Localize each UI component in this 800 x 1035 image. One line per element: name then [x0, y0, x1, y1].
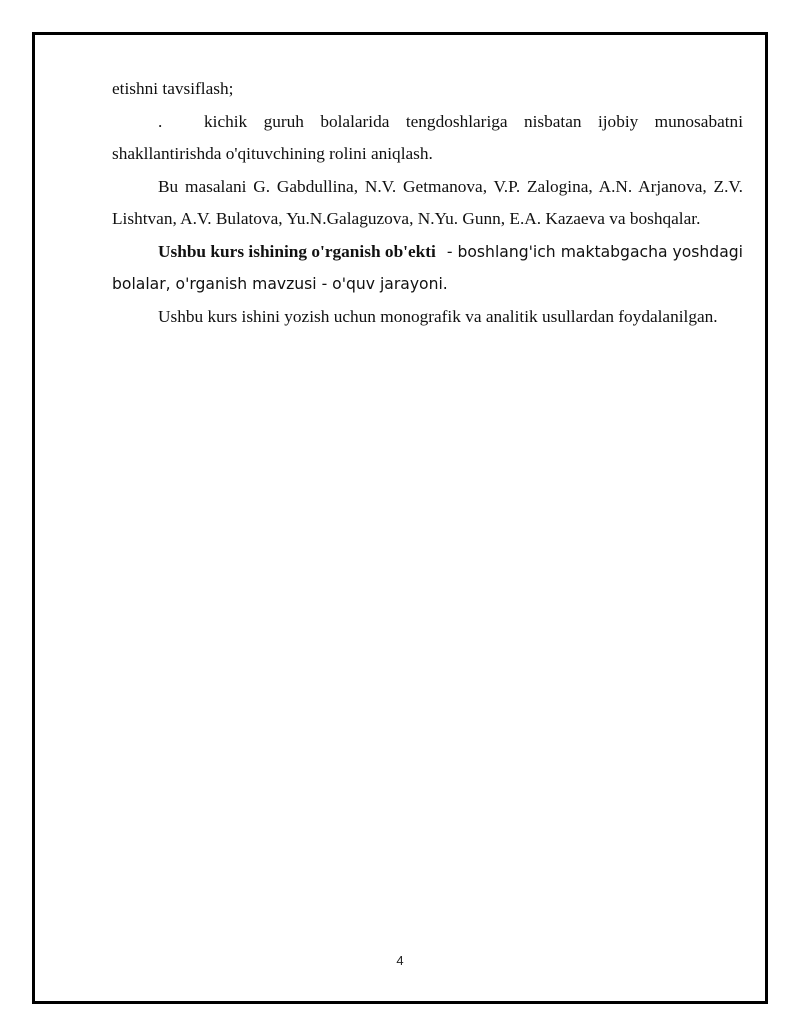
paragraph-continuation [112, 73, 743, 106]
document-body [112, 73, 743, 333]
bold-lead-text: Ushbu kurs ishining o'rganish ob'ekti [158, 241, 436, 261]
paragraph-methods [112, 301, 743, 334]
paragraph-text: - boshlang'ich maktabgacha yoshdagi bolalar, o'rganish mavzusi - o'quv jarayoni. [112, 242, 743, 293]
paragraph-text: Bu masalani G. Gabdullina, N.V. Getmanova, V.P. Zalogina, A.N. Arjanova, Z.V. Lishtvan, A.V. Bulatova, Yu.N.Galaguzova, N.Yu. Gunn, E.A. Kazaeva va boshqalar. [112, 176, 743, 228]
paragraph-authors [112, 171, 743, 236]
paragraph-text: Ushbu kurs ishini yozish uchun monografik va analitik usullardan foydalanilgan. [158, 306, 718, 326]
paragraph-object [112, 236, 743, 301]
paragraph-text: etishni tavsiflash; [112, 79, 234, 98]
bullet-mark: . [158, 111, 163, 131]
bullet-paragraph [112, 106, 743, 171]
page-number: 4 [396, 953, 404, 968]
paragraph-text: kichik guruh bolalarida tengdoshlariga nisbatan ijobiy munosabatni shakllantirishda o'qituvchining rolini aniqlash. [112, 111, 743, 163]
